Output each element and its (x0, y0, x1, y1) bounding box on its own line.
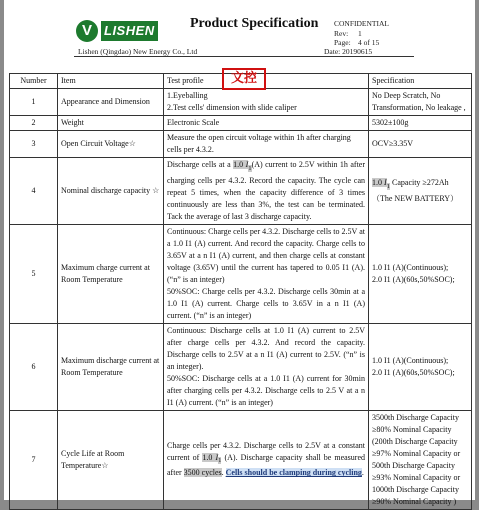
text-line: （The NEW BATTERY） (372, 193, 459, 203)
row-number: 6 (10, 323, 58, 410)
lishen-logo (76, 20, 172, 42)
current-symbol: I (245, 160, 249, 169)
row-item: Nominal discharge capacity ☆ (58, 158, 164, 225)
row-number: 4 (10, 158, 58, 225)
text-span: . (361, 468, 364, 478)
row-spec (369, 89, 472, 116)
row-item: Weight (58, 116, 164, 131)
col-header-test-profile: Test profile (164, 74, 369, 89)
table-row (10, 116, 472, 131)
row-number: 2 (10, 116, 58, 131)
table-row (10, 323, 472, 410)
text-line: 3500th Discharge Capacity ≥80% Nominal Capacity (372, 412, 459, 434)
confidential-label: CONFIDENTIAL (334, 19, 389, 28)
row-number: 7 (10, 410, 58, 509)
row-test-profile (164, 224, 369, 323)
row-item: Appearance and Dimension (58, 89, 164, 116)
date-value: 20190615 (342, 47, 373, 56)
document-control-stamp: 文控 (222, 68, 266, 90)
selected-text[interactable]: Cells should be clamping during cycling (225, 468, 362, 478)
text-span: . (221, 468, 226, 478)
row-test-profile (164, 323, 369, 410)
table-row (10, 158, 472, 225)
highlighted-value: 3500 cycles (183, 468, 222, 478)
row-item: Maximum charge current at Room Temperature (58, 224, 164, 323)
row-item: Maximum discharge current at Room Temperature (58, 323, 164, 410)
col-header-item: Item (58, 74, 164, 89)
row-spec: 5302±100g (369, 116, 472, 131)
page-label: Page: (334, 38, 351, 47)
text-line: 50%SOC: Discharge cells at a 1.0 I1 (A) current for 30min after charging cells per 4.3.2. Discharge cells to 2.5 V at a n I1 (A) current. (“n” is an integer) (167, 373, 365, 407)
row-spec (369, 323, 472, 410)
table-row (10, 131, 472, 158)
text-line: (200th Discharge Capacity ≥97% Nominal Capacity or (372, 436, 461, 458)
text-line: 1.0 I1 (A)(Continuous); (372, 355, 449, 365)
text-line: 2.0 I1 (A)(60s,50%SOC); (372, 367, 455, 377)
text-span: Capacity ≥272Ah (390, 178, 449, 187)
row-test-profile: Electronic Scale (164, 116, 369, 131)
text-line: 2.Test cells' dimension with slide caliper (167, 103, 297, 112)
row-spec (369, 410, 472, 509)
current-subscript: 1 (218, 457, 222, 465)
date-line (324, 47, 372, 56)
highlighted-value: 1.0 (233, 160, 246, 169)
row-spec: OCV≥3.35V (369, 131, 472, 158)
table-row (10, 89, 472, 116)
text-line: 1.Eyeballing (167, 91, 208, 100)
text-span: Charge cells per 4.3.2. Discharge cells to 2.5V at a constant current of (167, 440, 365, 462)
row-test-profile: Measure the open circuit voltage within 1h after charging cells per 4.3.2. (164, 131, 369, 158)
current-subscript: 1 (248, 164, 252, 172)
table-row (10, 410, 472, 509)
text-line: 50%SOC: Charge cells per 4.3.2. Discharge cells 30min at a 1.0 I1 (A) current. Charge cells to 3.65V in a n I1 (A) current. (“n” is an integer) (167, 286, 365, 320)
text-line (372, 177, 468, 193)
page-line (334, 38, 379, 47)
row-number: 5 (10, 224, 58, 323)
row-number: 3 (10, 131, 58, 158)
row-spec (369, 224, 472, 323)
text-line: Continuous: Charge cells per 4.3.2. Discharge cells to 2.5V at a 1.0 I1 (A) current. And record the capacity. Charge cells to 3.65V at a n I1 (A) current, and then charge cells at constant voltage (3.65V) until the current has tapered to 0.05 I1 (A). (“n” is an integer) (167, 226, 365, 284)
row-test-profile (164, 89, 369, 116)
header-rule (74, 56, 414, 57)
current-subscript: 1 (386, 182, 390, 190)
page-value: 4 of 15 (358, 38, 380, 47)
document-page (4, 0, 475, 506)
row-item: Cycle Life at Room Temperature☆ (58, 410, 164, 509)
rev-value: 1 (358, 29, 362, 38)
rev-line (334, 29, 362, 38)
date-label: Date: (324, 47, 341, 56)
rev-label: Rev: (334, 29, 349, 38)
text-line: 2.0 I1 (A)(60s,50%SOC); (372, 274, 455, 284)
text-span: (A) current to 2.5V within 1h after charging cells per 4.3.2. Record the capacity. The cycle can repeat 5 times, when the capacity difference of 3 times continuously are less than 3%, the test can be terminated. Tack the average of last 3 discharge capacity. (167, 160, 366, 221)
text-line: 1000th Discharge Capacity ≥90% Nominal Capacity ) (372, 484, 459, 506)
text-line: No Deep Scratch, No (372, 91, 441, 100)
table-row (10, 224, 472, 323)
row-spec (369, 158, 472, 225)
logo-mark-icon: V (76, 20, 98, 42)
col-header-specification: Specification (369, 74, 472, 89)
text-line: 1.0 I1 (A)(Continuous); (372, 262, 449, 272)
logo-text: LISHEN (101, 21, 158, 41)
row-item: Open Circuit Voltage☆ (58, 131, 164, 158)
row-test-profile (164, 410, 369, 509)
text-line: 500th Discharge Capacity ≥93% Nominal Capacity or (372, 460, 461, 482)
spec-table (9, 73, 472, 510)
row-test-profile (164, 158, 369, 225)
document-title: Product Specification (190, 16, 319, 31)
page-header (4, 0, 475, 62)
text-line: Continuous: Discharge cells at 1.0 I1 (A) current to 2.5V after charge cells per 4.3.2. And record the capacity. Discharge cells to 2.5V at a n I1 (A) current to 2.5V. (“n” is an integer). (167, 325, 365, 371)
col-header-number: Number (10, 74, 58, 89)
text-span: (A). Discharge capacity shall be measured after (167, 452, 365, 478)
text-span: Discharge cells at a (167, 160, 234, 169)
company-name: Lishen (Qingdao) New Energy Co., Ltd (78, 47, 198, 56)
highlighted-value: 1.0 (372, 178, 384, 187)
row-number: 1 (10, 89, 58, 116)
text-line: Transformation, No leakage , (372, 103, 466, 112)
highlighted-value: 1.0 (202, 452, 216, 462)
current-symbol: I (215, 452, 219, 462)
current-symbol: I (384, 178, 387, 187)
